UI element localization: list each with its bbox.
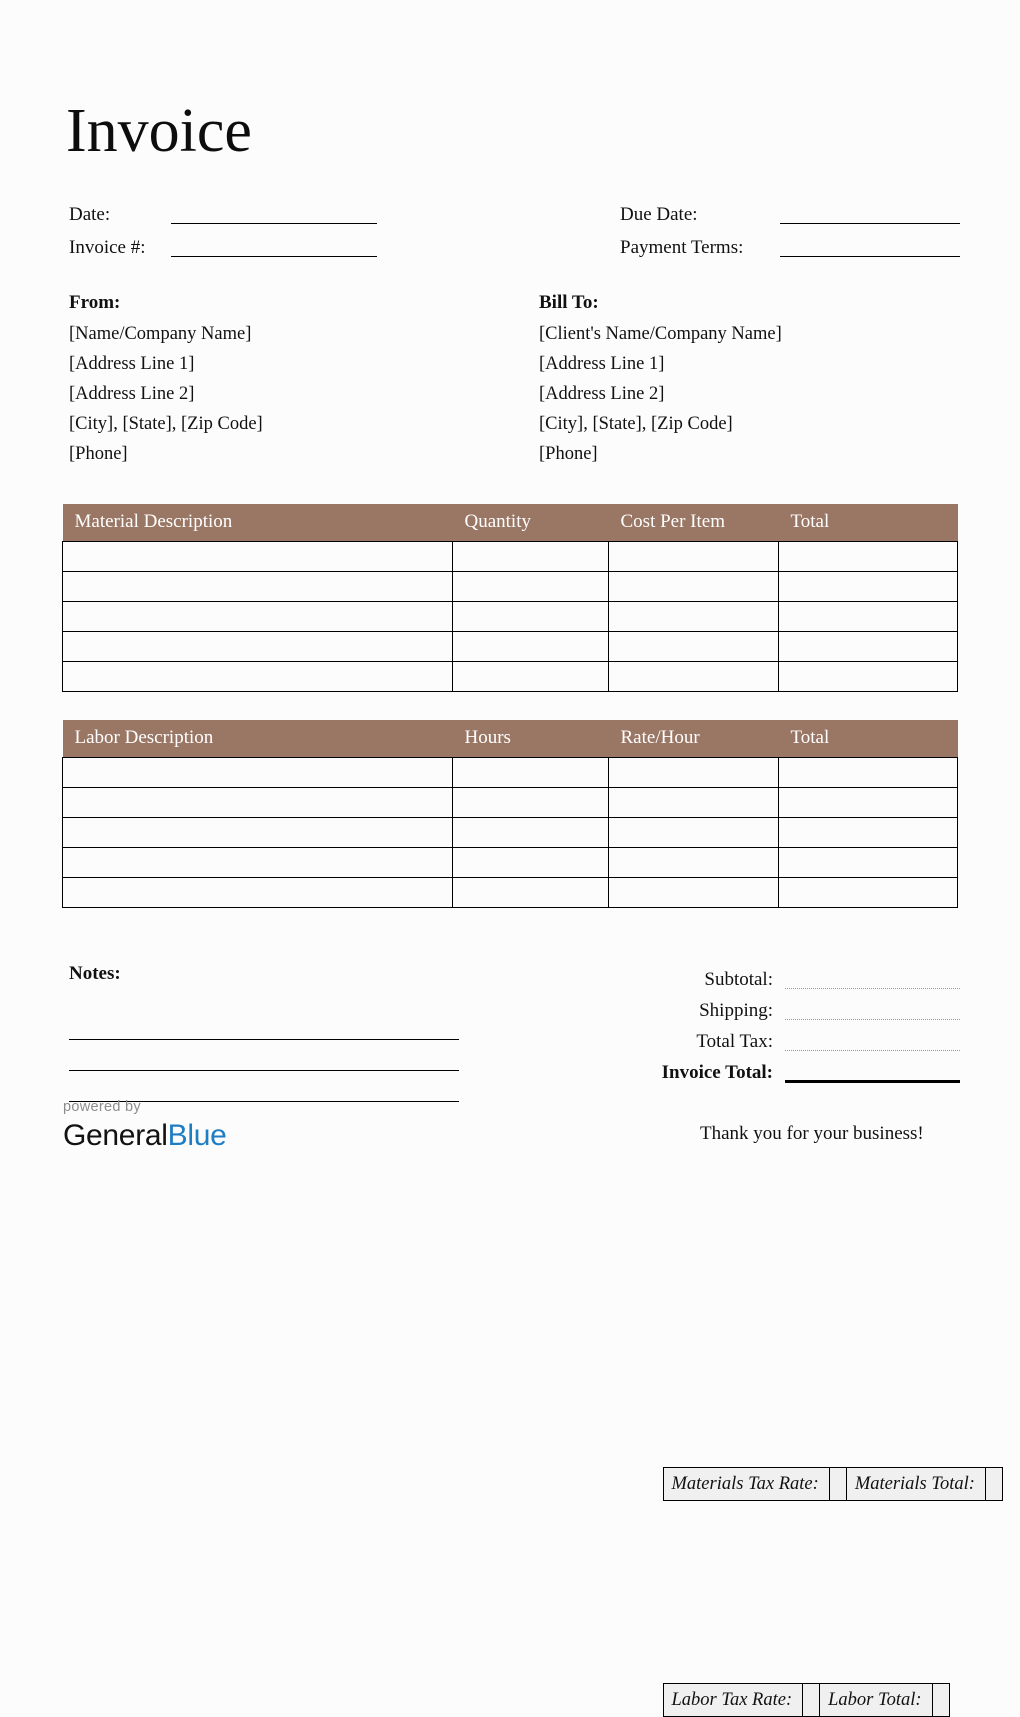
labor-cell-total-2[interactable] (779, 788, 958, 818)
labor-cell-rate-1[interactable] (609, 758, 779, 788)
shipping-label: Shipping: (600, 999, 785, 1025)
labor-cell-desc-1[interactable] (63, 758, 453, 788)
subtotal-row (600, 963, 960, 994)
due-date-label: Due Date: (620, 203, 780, 229)
materials-cell-desc-4[interactable] (63, 632, 453, 662)
due-date-input-rule[interactable] (780, 223, 960, 224)
materials-cell-cost-1[interactable] (609, 542, 779, 572)
labor-cell-total-1[interactable] (779, 758, 958, 788)
materials-cell-qty-5[interactable] (453, 662, 609, 692)
materials-cell-total-4[interactable] (779, 632, 958, 662)
notes-line-2[interactable] (69, 1040, 459, 1071)
from-line-3[interactable]: [Address Line 2] (69, 379, 519, 409)
from-line-5[interactable]: [Phone] (69, 439, 519, 469)
materials-cell-cost-4[interactable] (609, 632, 779, 662)
table-row (63, 662, 958, 692)
materials-cell-cost-3[interactable] (609, 602, 779, 632)
materials-tax-rate-value[interactable] (829, 1468, 846, 1501)
invoice-meta-left (69, 196, 489, 262)
notes-heading: Notes: (69, 963, 459, 985)
brand-name-general: General (63, 1119, 168, 1152)
total-tax-input-rule[interactable] (785, 1050, 960, 1051)
materials-cell-cost-2[interactable] (609, 572, 779, 602)
payment-terms-label: Payment Terms: (620, 236, 780, 262)
materials-cell-desc-3[interactable] (63, 602, 453, 632)
materials-cell-qty-4[interactable] (453, 632, 609, 662)
materials-header-total: Total (779, 504, 958, 542)
table-row (63, 632, 958, 662)
labor-totals-row (663, 1683, 1020, 1717)
thank-you-message: Thank you for your business! (700, 1123, 924, 1145)
from-block (69, 288, 519, 469)
shipping-row (600, 994, 960, 1025)
invoice-number-row (69, 229, 489, 262)
notes-section (69, 963, 459, 1102)
invoice-total-input-rule[interactable] (785, 1080, 960, 1083)
materials-cell-total-5[interactable] (779, 662, 958, 692)
from-heading: From: (69, 288, 519, 318)
materials-cell-total-3[interactable] (779, 602, 958, 632)
subtotal-input-rule[interactable] (785, 988, 960, 989)
bill-to-line-4[interactable]: [City], [State], [Zip Code] (539, 409, 999, 439)
labor-cell-hours-2[interactable] (453, 788, 609, 818)
labor-header-hours: Hours (453, 720, 609, 758)
invoice-total-row (600, 1056, 960, 1087)
table-row (63, 818, 958, 848)
materials-cell-desc-2[interactable] (63, 572, 453, 602)
powered-by-label: powered by (63, 1098, 227, 1116)
bill-to-line-5[interactable]: [Phone] (539, 439, 999, 469)
invoice-number-input-rule[interactable] (171, 256, 377, 257)
date-row (69, 196, 489, 229)
labor-tax-rate-label: Labor Tax Rate: (663, 1684, 803, 1717)
from-line-2[interactable]: [Address Line 1] (69, 349, 519, 379)
brand-name (63, 1118, 227, 1154)
labor-tax-rate-value[interactable] (803, 1684, 820, 1717)
total-tax-row (600, 1025, 960, 1056)
payment-terms-input-rule[interactable] (780, 256, 960, 257)
materials-cell-qty-1[interactable] (453, 542, 609, 572)
labor-header-description: Labor Description (63, 720, 453, 758)
labor-cell-rate-5[interactable] (609, 878, 779, 908)
invoice-meta-right (620, 196, 1020, 262)
labor-cell-hours-4[interactable] (453, 848, 609, 878)
materials-header-description: Material Description (63, 504, 453, 542)
labor-table (62, 720, 958, 908)
materials-total-label: Materials Total: (846, 1468, 985, 1501)
from-line-4[interactable]: [City], [State], [Zip Code] (69, 409, 519, 439)
bill-to-line-3[interactable]: [Address Line 2] (539, 379, 999, 409)
table-row (63, 542, 958, 572)
labor-cell-hours-3[interactable] (453, 818, 609, 848)
materials-cell-qty-3[interactable] (453, 602, 609, 632)
invoice-total-label: Invoice Total: (600, 1061, 785, 1087)
shipping-input-rule[interactable] (785, 1019, 960, 1020)
labor-cell-hours-1[interactable] (453, 758, 609, 788)
labor-cell-desc-5[interactable] (63, 878, 453, 908)
due-date-row (620, 196, 1020, 229)
labor-table-header-row (63, 720, 958, 758)
from-line-1[interactable]: [Name/Company Name] (69, 319, 519, 349)
materials-header-cost-per-item: Cost Per Item (609, 504, 779, 542)
generalblue-logo (63, 1098, 227, 1154)
invoice-totals-section (600, 963, 960, 1087)
materials-cell-cost-5[interactable] (609, 662, 779, 692)
materials-total-value[interactable] (985, 1468, 1002, 1501)
labor-cell-rate-4[interactable] (609, 848, 779, 878)
materials-totals-row (663, 1467, 1020, 1501)
labor-cell-total-4[interactable] (779, 848, 958, 878)
payment-terms-row (620, 229, 1020, 262)
date-label: Date: (69, 203, 171, 229)
page-title: Invoice (66, 96, 252, 166)
labor-cell-total-3[interactable] (779, 818, 958, 848)
bill-to-heading: Bill To: (539, 288, 999, 318)
materials-cell-total-1[interactable] (779, 542, 958, 572)
materials-table-header-row (63, 504, 958, 542)
labor-header-rate-per-hour: Rate/Hour (609, 720, 779, 758)
materials-header-quantity: Quantity (453, 504, 609, 542)
materials-table (62, 504, 958, 692)
labor-cell-hours-5[interactable] (453, 878, 609, 908)
notes-line-1[interactable] (69, 1009, 459, 1040)
table-row (63, 758, 958, 788)
labor-cell-desc-4[interactable] (63, 848, 453, 878)
table-row (63, 878, 958, 908)
labor-cell-rate-3[interactable] (609, 818, 779, 848)
labor-cell-desc-3[interactable] (63, 818, 453, 848)
materials-cell-desc-5[interactable] (63, 662, 453, 692)
labor-total-label: Labor Total: (820, 1684, 932, 1717)
subtotal-label: Subtotal: (600, 968, 785, 994)
bill-to-line-1[interactable]: [Client's Name/Company Name] (539, 319, 999, 349)
labor-total-value[interactable] (932, 1684, 949, 1717)
date-input-rule[interactable] (171, 223, 377, 224)
bill-to-block (539, 288, 999, 469)
materials-cell-total-2[interactable] (779, 572, 958, 602)
table-row (63, 848, 958, 878)
labor-header-total: Total (779, 720, 958, 758)
table-row (63, 602, 958, 632)
table-row (63, 572, 958, 602)
labor-cell-total-5[interactable] (779, 878, 958, 908)
bill-to-line-2[interactable]: [Address Line 1] (539, 349, 999, 379)
labor-cell-desc-2[interactable] (63, 788, 453, 818)
materials-cell-desc-1[interactable] (63, 542, 453, 572)
materials-tax-rate-label: Materials Tax Rate: (663, 1468, 829, 1501)
invoice-number-label: Invoice #: (69, 236, 171, 262)
table-row (63, 788, 958, 818)
materials-cell-qty-2[interactable] (453, 572, 609, 602)
brand-name-blue: Blue (168, 1119, 227, 1152)
labor-cell-rate-2[interactable] (609, 788, 779, 818)
total-tax-label: Total Tax: (600, 1030, 785, 1056)
